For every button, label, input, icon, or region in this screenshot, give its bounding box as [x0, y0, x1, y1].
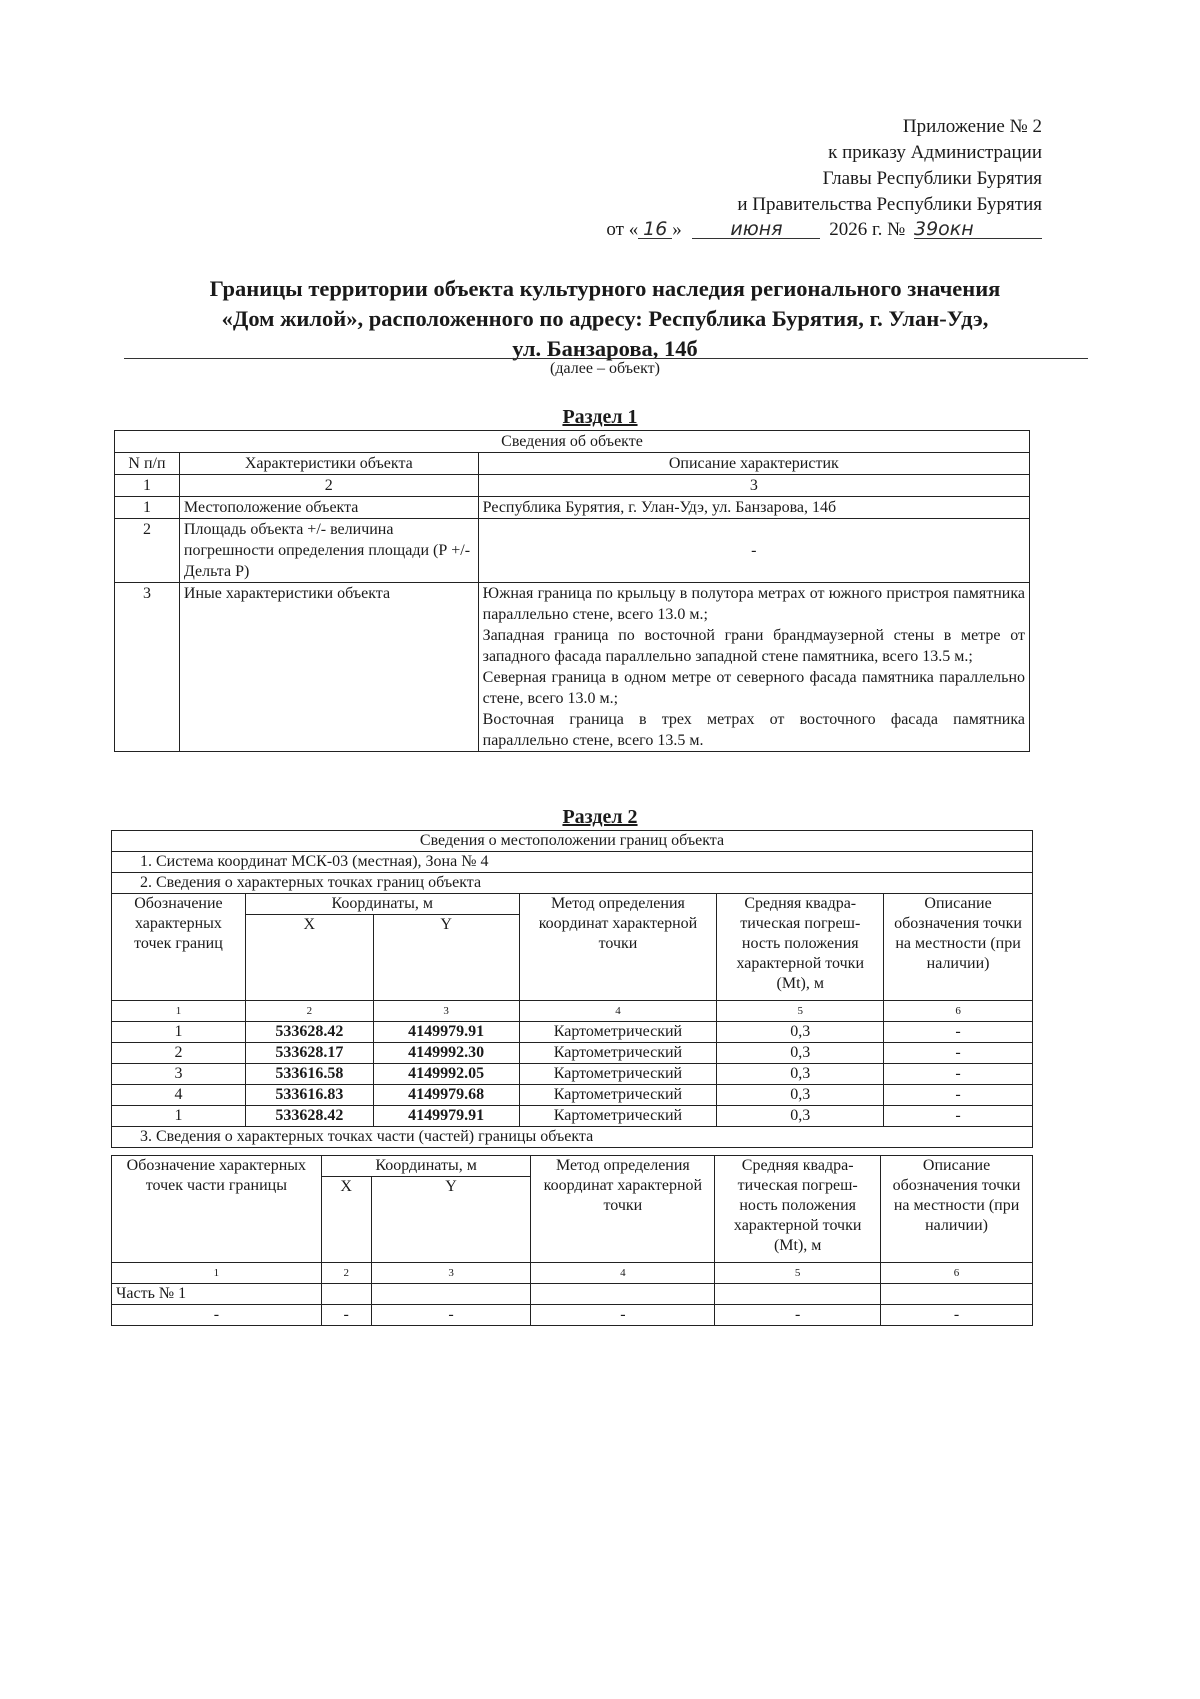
column-number-cell: 6 [884, 1001, 1033, 1022]
point-x: 533616.58 [245, 1064, 373, 1085]
table-row [112, 1064, 1033, 1085]
row-number: 3 [115, 583, 180, 752]
column-header-number: N п/п [115, 453, 180, 475]
section1-table [114, 430, 1030, 752]
parts-header-coordinates: Координаты, м [321, 1156, 531, 1177]
part-cell: - [531, 1305, 715, 1326]
column-number-cell: 6 [881, 1263, 1033, 1284]
characteristic-description [478, 583, 1029, 752]
point-mt: 0,3 [717, 1106, 884, 1127]
section2-heading: Раздел 2 [562, 806, 638, 828]
row-number: 2 [115, 519, 180, 583]
parts-header-error: Средняя квадра-тическая погреш-ность положения характерной точки (Mt), м [715, 1156, 881, 1263]
section1-caption: Сведения об объекте [115, 431, 1030, 453]
column-number-cell: 1 [115, 475, 180, 497]
east-boundary-text: Восточная граница в трех метрах от восточного фасада памятника параллельно стене, всего 13.5 м. [482, 711, 1025, 749]
table-row [112, 1305, 1033, 1326]
table-row [115, 519, 1030, 583]
point-x: 533628.17 [245, 1043, 373, 1064]
column-number-cell: 3 [478, 475, 1029, 497]
parts-header-description: Описание обозначения точки на местности (при наличии) [881, 1156, 1033, 1263]
column-number-cell: 2 [321, 1263, 371, 1284]
characteristic-description: - [478, 519, 1029, 583]
column-number-cell: 4 [519, 1001, 717, 1022]
order-number: 39окн [914, 220, 1042, 239]
point-method: Картометрический [519, 1064, 717, 1085]
point-x: 533616.83 [245, 1085, 373, 1106]
column-number-cell: 1 [112, 1263, 322, 1284]
point-description: - [884, 1022, 1033, 1043]
title-divider [124, 358, 1088, 359]
parts-table [111, 1155, 1033, 1326]
characteristic-description: Республика Бурятия, г. Улан-Удэ, ул. Банзарова, 14б [478, 497, 1029, 519]
characteristic-name: Местоположение объекта [179, 497, 478, 519]
west-boundary-text: Западная граница по восточной грани брандмаузерной стены в метре от западного фасада параллельно западной стене памятника, всего 13.5 м.; [482, 627, 1025, 665]
column-number-cell: 4 [531, 1263, 715, 1284]
order-reference: к приказу Администрации [828, 142, 1042, 163]
appendix-number: Приложение № 2 [902, 116, 1042, 137]
column-header-error: Средняя квадра-тическая погреш-ность положения характерной точки (Mt), м [717, 894, 884, 1001]
part-label: Часть № 1 [112, 1284, 322, 1305]
point-y: 4149992.05 [373, 1064, 519, 1085]
table-row [112, 1106, 1033, 1127]
point-id: 4 [112, 1085, 246, 1106]
parts-header-method: Метод определения координат характерной точки [531, 1156, 715, 1263]
point-x: 533628.42 [245, 1022, 373, 1043]
point-method: Картометрический [519, 1043, 717, 1064]
point-description: - [884, 1085, 1033, 1106]
table-row [112, 1022, 1033, 1043]
point-description: - [884, 1106, 1033, 1127]
part-cell: - [371, 1305, 531, 1326]
point-method: Картометрический [519, 1106, 717, 1127]
part-cell: - [112, 1305, 322, 1326]
column-header-description: Описание характеристик [478, 453, 1029, 475]
point-mt: 0,3 [717, 1064, 884, 1085]
point-id: 1 [112, 1106, 246, 1127]
point-description: - [884, 1043, 1033, 1064]
title-line-3: ул. Банзарова, 14б [512, 336, 698, 361]
characteristic-name: Иные характеристики объекта [179, 583, 478, 752]
column-header-y: Y [373, 915, 519, 1001]
point-id: 2 [112, 1043, 246, 1064]
date-mid: » [672, 219, 682, 240]
point-id: 1 [112, 1022, 246, 1043]
order-day: 16 [638, 220, 672, 239]
column-header-method: Метод определения координат характерной точки [519, 894, 717, 1001]
characteristic-name: Площадь объекта +/- величина погрешности определения площади (Р +/- Дельта Р) [179, 519, 478, 583]
column-header-coordinates: Координаты, м [245, 894, 519, 915]
column-header-characteristic: Характеристики объекта [179, 453, 478, 475]
point-mt: 0,3 [717, 1043, 884, 1064]
coordinate-system: 1. Система координат МСК-03 (местная), Зона № 4 [112, 852, 1033, 873]
point-id: 3 [112, 1064, 246, 1085]
point-y: 4149979.91 [373, 1106, 519, 1127]
column-number-cell: 2 [179, 475, 478, 497]
column-number-cell: 1 [112, 1001, 246, 1022]
order-month: июня [692, 220, 820, 239]
date-prefix: от « [606, 219, 639, 240]
point-mt: 0,3 [717, 1022, 884, 1043]
column-number-cell: 2 [245, 1001, 373, 1022]
column-header-designation: Обозначение характерных точек границ [112, 894, 246, 1001]
section2-caption: Сведения о местоположении границ объекта [112, 831, 1033, 852]
point-method: Картометрический [519, 1085, 717, 1106]
parts-header-y: Y [371, 1177, 531, 1263]
point-x: 533628.42 [245, 1106, 373, 1127]
points-caption: 2. Сведения о характерных точках границ объекта [112, 873, 1033, 894]
point-method: Картометрический [519, 1022, 717, 1043]
table-row [115, 497, 1030, 519]
north-boundary-text: Северная граница в одном метре от северного фасада памятника параллельно стене, всего 13.0 м.; [482, 669, 1025, 707]
column-number-cell: 3 [371, 1263, 531, 1284]
section1-heading: Раздел 1 [562, 406, 638, 428]
order-date-line [606, 219, 1042, 241]
part-cell: - [881, 1305, 1033, 1326]
government-line: и Правительства Республики Бурятия [737, 194, 1042, 215]
table-row [112, 1085, 1033, 1106]
point-y: 4149979.91 [373, 1022, 519, 1043]
column-header-description: Описание обозначения точки на местности (при наличии) [884, 894, 1033, 1001]
table-row [112, 1043, 1033, 1064]
point-y: 4149992.30 [373, 1043, 519, 1064]
column-header-x: X [245, 915, 373, 1001]
point-y: 4149979.68 [373, 1085, 519, 1106]
row-number: 1 [115, 497, 180, 519]
title-line-1: Границы территории объекта культурного наследия регионального значения [209, 276, 1001, 301]
title-line-2: «Дом жилой», расположенного по адресу: Республика Бурятия, г. Улан-Удэ, [221, 306, 989, 331]
column-number-cell: 3 [373, 1001, 519, 1022]
document-title [120, 274, 1090, 364]
parts-caption: 3. Сведения о характерных точках части (частей) границы объекта [112, 1127, 1033, 1148]
part-cell: - [321, 1305, 371, 1326]
section2-table [111, 830, 1033, 1148]
order-year: 2026 г. № [829, 219, 906, 240]
parts-header-x: X [321, 1177, 371, 1263]
part-cell: - [715, 1305, 881, 1326]
title-note: (далее – объект) [550, 360, 660, 377]
column-number-cell: 5 [715, 1263, 881, 1284]
point-mt: 0,3 [717, 1085, 884, 1106]
column-number-cell: 5 [717, 1001, 884, 1022]
point-description: - [884, 1064, 1033, 1085]
table-row [115, 583, 1030, 752]
authority-line: Главы Республики Бурятия [822, 168, 1042, 189]
parts-header-designation: Обозначение характерных точек части границы [112, 1156, 322, 1263]
south-boundary-text: Южная граница по крыльцу в полутора метрах от южного пристроя памятника параллельно стене, всего 13.0 м.; [482, 585, 1025, 623]
